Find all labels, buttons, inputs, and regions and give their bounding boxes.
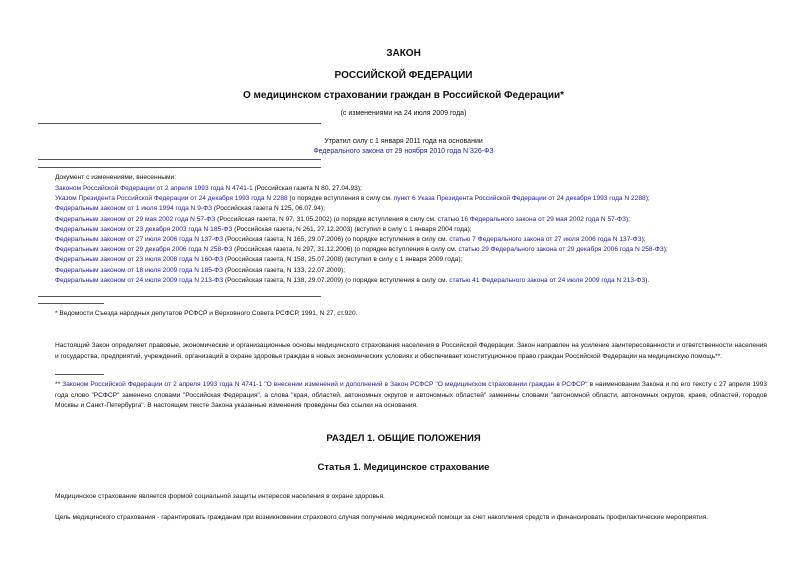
law-heading: ЗАКОН: [386, 48, 421, 59]
amendment-tail: );: [663, 246, 668, 254]
divider: [38, 167, 321, 168]
amendment-text: (Российская газета, N 133, 22.07.2009);: [223, 266, 346, 274]
footnote-divider: [38, 303, 104, 304]
amendment-text: (Российская газета, N 158, 25.07.2008) (вступил в силу с 1 января 2009 года);: [223, 256, 463, 264]
amendment-text: (Российская газета, N 297, 31.12.2006) (о порядке вступления в силу см.: [232, 246, 459, 254]
amendments-heading: Документ с изменениями, внесенными:: [55, 174, 177, 181]
amendment-text: (Российская газета, N 138, 29.07.2009) (о порядке вступления в силу см.: [223, 276, 450, 284]
amendment-law-link[interactable]: Федеральным законом от 29 мая 2002 года N 57-ФЗ: [55, 215, 216, 223]
amendment-law-link[interactable]: Законом Российской Федерации от 2 апреля 1993 года N 4741-1: [55, 185, 253, 192]
amendment-law-link[interactable]: Федеральным законом от 29 декабря 2006 года N 258-ФЗ: [55, 246, 233, 254]
amendment-tail: ).: [645, 276, 650, 284]
amendment-item: [55, 184, 362, 194]
amendment-article-link[interactable]: пункт 6 Указа Президента Российской Федерации от 24 декабря 1993 года N 2288: [393, 195, 646, 203]
footnote-2: [55, 380, 767, 412]
article-title: Статья 1. Медицинское страхование: [317, 462, 490, 473]
divider: [38, 296, 321, 297]
amendment-law-link[interactable]: Федеральным законом от 23 декабря 2003 года N 185-ФЗ: [55, 225, 233, 233]
amendment-text: (Российская газета N 80, 27.04.93);: [252, 185, 362, 192]
amendment-law-link[interactable]: Федеральным законом от 27 июля 2006 года N 137-ФЗ: [55, 236, 224, 243]
amendment-text: (Российская газета, N 97, 31.05.2002) (о порядке вступления в силу см.: [215, 215, 438, 223]
amendment-law-link[interactable]: Федеральным законом от 1 июля 1994 года N 9-ФЗ: [55, 205, 213, 213]
amendment-tail: );: [641, 236, 646, 243]
amendment-law-link[interactable]: Указом Президента Российской Федерации от 24 декабря 1993 года N 2288: [55, 195, 288, 203]
amendment-text: (о порядке вступления в силу см.: [287, 195, 394, 203]
amendment-text: (Российская газета, N 165, 29.07.2006) (о порядке вступления в силу см.: [223, 236, 450, 243]
amendment-text: (Российская газета N 125, 06.07.94);: [212, 205, 325, 213]
amendment-law-link[interactable]: Федеральным законом от 23 июля 2008 года N 160-ФЗ: [55, 256, 224, 264]
amendment-item: [55, 225, 472, 235]
amendment-item: [55, 235, 646, 245]
amendment-item: [55, 245, 668, 255]
paragraph-2: Цель медицинского страхования - гарантировать гражданам при возникновении страхового случая получение медицинской помощи за счет накопления средств и финансировать профилактические мероприятия.: [55, 514, 709, 521]
divider: [38, 123, 321, 124]
amendment-law-link[interactable]: Федеральным законом от 24 июля 2009 года N 213-ФЗ: [55, 276, 224, 284]
amendment-article-link[interactable]: статью 41 Федерального закона от 24 июля 2009 года N 213-ФЗ: [449, 276, 646, 284]
amendment-tail: );: [625, 215, 631, 223]
amendment-article-link[interactable]: статью 16 Федерального закона от 29 мая 2002 года N 57-ФЗ: [437, 215, 626, 223]
amendment-article-link[interactable]: статью 7 Федерального закона от 27 июля 2006 года N 137-ФЗ: [449, 236, 642, 243]
footnote-2-prefix: **: [55, 381, 63, 388]
amendment-item: [55, 266, 345, 276]
federation-heading: РОССИЙСКОЙ ФЕДЕРАЦИИ: [334, 70, 473, 81]
divider: [38, 159, 321, 160]
amendment-tail: );: [645, 195, 650, 203]
law-title: О медицинском страховании граждан в Российской Федерации*: [242, 90, 565, 101]
amendment-law-link[interactable]: Федеральным законом от 18 июля 2009 года N 185-ФЗ: [55, 266, 224, 274]
expired-law-link[interactable]: Федерального закона от 29 ноября 2010 года N 326-ФЗ: [313, 148, 494, 155]
expired-note: Утратил силу с 1 января 2011 года на основании: [324, 138, 483, 145]
amendment-item: [55, 194, 650, 204]
paragraph-1: Медицинское страхование является формой социальной защиты интересов населения в охране здоровья.: [55, 493, 385, 500]
amended-note: (с изменениями на 24 июля 2009 года): [340, 110, 467, 117]
section-title: РАЗДЕЛ 1. ОБЩИЕ ПОЛОЖЕНИЯ: [326, 433, 481, 444]
footnote-1: * Ведомости Съезда народных депутатов РСФСР и Верховного Совета РСФСР, 1991, N 27, ст.920.: [55, 310, 358, 317]
amendment-article-link[interactable]: статью 29 Федерального закона от 29 декабря 2006 года N 258-ФЗ: [458, 246, 664, 254]
footnote-divider: [55, 374, 104, 375]
intro-paragraph: Настоящий Закон определяет правовые, экономические и организационные основы медицинского страхования населения в Российской Федерации. Закон направлен на усиление заинтересованности и ответственности населения и государства, предприятий, учреждений, организаций в охране здоровья граждан в новых экономических условиях и обеспечивает конституционное право граждан Российской Федерации на медицинскую помощь**.: [55, 342, 767, 360]
amendment-item: [55, 276, 649, 286]
footnote-2-text: в наименовании Закона и по его тексту с 27 апреля 1993 года слово "РСФСР" заменено словами "Российская Федерация", а слова "края, областей, автономных округов и автономных областей" заменены словами "автономной области, автономных округов, краев, областей, городов Москвы и Санкт-Петербурга". В настоящем тексте Закона указанные изменения проведены без ссылки на основания.: [55, 381, 767, 409]
footnote-2-law-link[interactable]: Законом Российской Федерации от 2 апреля 1993 года N 4741-1 "О внесении изменений и дополнений в Закон РСФСР "О медицинском страховании граждан в РСФСР": [62, 381, 588, 388]
amendment-item: [55, 204, 325, 214]
amendment-item: [55, 215, 630, 225]
amendment-text: (Российская газета, N 261, 27.12.2003) (вступил в силу с 1 января 2004 года);: [232, 225, 472, 233]
amendment-item: [55, 255, 462, 265]
